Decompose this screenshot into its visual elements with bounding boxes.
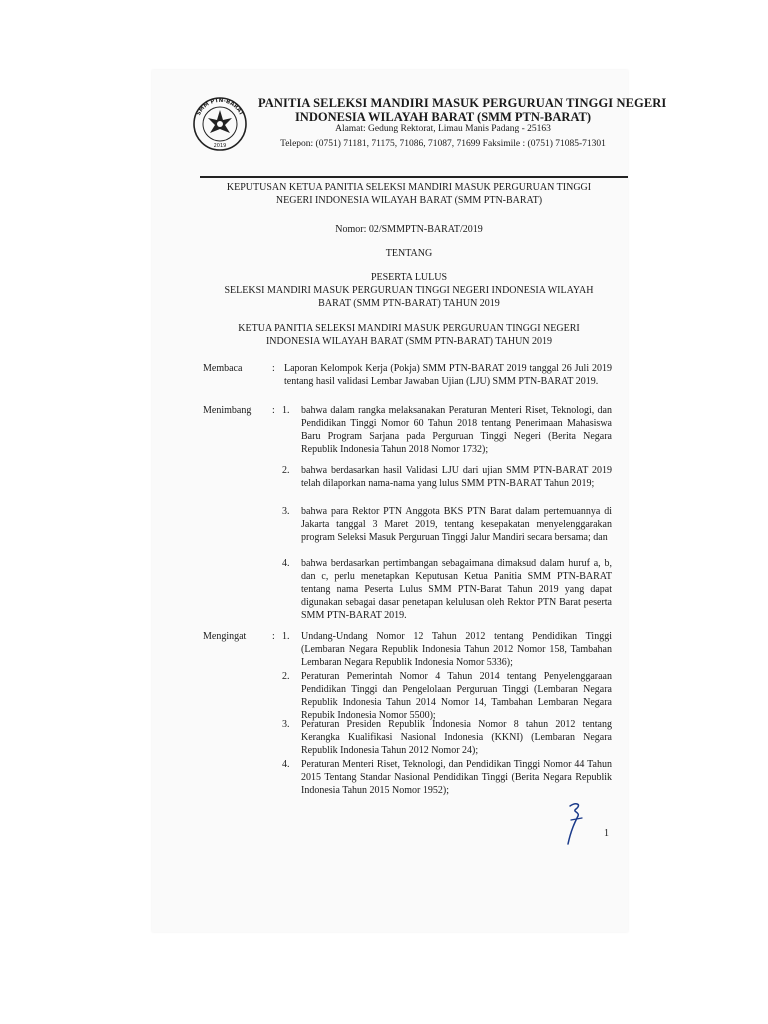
svg-text:SMM PTN-BARAT: SMM PTN-BARAT [195, 97, 245, 117]
svg-text:2019: 2019 [213, 143, 227, 149]
item-number: 4. [282, 558, 290, 569]
item-text: bahwa dalam rangka melaksanakan Peraturan Menteri Riset, Teknologi, dan Pendidikan Tinggi Nomor 60 Tahun 2018 tentang Penerimaan Mahasiswa Baru Program Sarjana pada Perguruan Tinggi Negeri (Berita Negara Republik Indonesia Tahun 2018 Nomor 1732); [301, 405, 612, 455]
item-text: bahwa berdasarkan hasil Validasi LJU dari ujian SMM PTN-BARAT 2019 telah dilaporkan nama-nama yang lulus SMM PTN-BARAT Tahun 2019; [301, 465, 612, 489]
peserta-line1: PESERTA LULUS [370, 272, 448, 283]
menimbang-colon: : [272, 405, 275, 416]
item-number: 1. [282, 631, 290, 642]
smm-ptn-barat-logo-icon [192, 96, 248, 152]
item-number: 2. [282, 671, 290, 682]
signature-initial-icon [562, 800, 590, 850]
peserta-line3: BARAT (SMM PTN-BARAT) TAHUN 2019 [318, 298, 500, 309]
header-divider [200, 176, 628, 178]
peserta-line2: SELEKSI MANDIRI MASUK PERGURUAN TINGGI NEGERI INDONESIA WILAYAH [224, 285, 594, 296]
item-number: 2. [282, 465, 290, 476]
membaca-label: Membaca [203, 363, 243, 374]
header-title-line1: PANITIA SELEKSI MANDIRI MASUK PERGURUAN TINGGI NEGERI [258, 96, 667, 110]
menimbang-label: Menimbang [203, 405, 252, 416]
ketua-line1: KETUA PANITIA SELEKSI MANDIRI MASUK PERGURUAN TINGGI NEGERI [238, 323, 580, 334]
header-address: Alamat: Gedung Rektorat, Limau Manis Padang - 25163 [335, 124, 551, 134]
keputusan-line1: KEPUTUSAN KETUA PANITIA SELEKSI MANDIRI MASUK PERGURUAN TINGGI [226, 182, 592, 193]
mengingat-label: Mengingat [203, 631, 247, 642]
item-text: Peraturan Pemerintah Nomor 4 Tahun 2014 tentang Penyelenggaraan Pendidikan Tinggi dan Pengelolaan Perguruan Tinggi (Lembaran Negara Republik Indonesia Tahun 2014 Nomor 14, Tambahan Lembaran Negara Repubik Indonesia Nomor 5500); [301, 671, 612, 721]
membaca-text: Laporan Kelompok Kerja (Pokja) SMM PTN-BARAT 2019 tanggal 26 Juli 2019 tentang hasil validasi Lembar Jawaban Ujian (LJU) SMM PTN-BARAT 2019. [284, 363, 612, 387]
item-text: bahwa para Rektor PTN Anggota BKS PTN Barat dalam pertemuannya di Jakarta tanggal 3 Maret 2019, tentang kesepakatan menyelenggarakan program Seleksi Masuk Perguruan Tinggi Jalur Mandiri secara bersama; dan [301, 506, 612, 543]
header-title-line2: INDONESIA WILAYAH BARAT (SMM PTN-BARAT) [294, 110, 592, 124]
nomor: Nomor: 02/SMMPTN-BARAT/2019 [335, 224, 483, 235]
mengingat-colon: : [272, 631, 275, 642]
item-number: 3. [282, 719, 290, 730]
header-phone: Telepon: (0751) 71181, 71175, 71086, 71087, 71699 Faksimile : (0751) 71085-71301 [280, 139, 606, 149]
item-number: 4. [282, 759, 290, 770]
membaca-colon: : [272, 363, 275, 374]
keputusan-line2: NEGERI INDONESIA WILAYAH BARAT (SMM PTN-BARAT) [275, 195, 543, 206]
peserta-heading [190, 271, 628, 310]
page-number: 1 [604, 828, 609, 839]
item-text: bahwa berdasarkan pertimbangan sebagaimana dimaksud dalam huruf a, b, dan c, perlu menetapkan Keputusan Ketua Panitia SMM PTN-BARAT tentang nama Peserta Lulus SMM PTN-Barat Tahun 2019 yang dapat digunakan sebagai dasar penetapan kelulusan oleh Rektor PTN Barat peserta SMM PTN-BARAT 2019. [301, 558, 612, 621]
item-number: 1. [282, 405, 290, 416]
ketua-heading [190, 322, 628, 348]
item-text: Peraturan Menteri Riset, Teknologi, dan Pendidikan Tinggi Nomor 44 Tahun 2015 Tentang Standar Nasional Pendidikan Tinggi (Berita Negara Republik Indonesia Tahun 2015 Nomor 1952); [301, 759, 612, 796]
item-text: Peraturan Presiden Republik Indonesia Nomor 8 tahun 2012 tentang Kerangka Kualifikasi Nasional Indonesia (KKNI) (Lembaran Negara Republik Indonesia Tahun 2012 Nomor 24); [301, 719, 612, 756]
item-text: Undang-Undang Nomor 12 Tahun 2012 tentang Pendidikan Tinggi (Lembaran Negara Republik Indonesia Tahun 2012 Nomor 158, Tambahan Lembaran Negara Republik Indonesia Nomor 5336); [301, 631, 612, 668]
tentang: TENTANG [385, 248, 433, 259]
keputusan-heading [190, 181, 628, 207]
item-number: 3. [282, 506, 290, 517]
ketua-line2: INDONESIA WILAYAH BARAT (SMM PTN-BARAT) TAHUN 2019 [265, 336, 553, 347]
